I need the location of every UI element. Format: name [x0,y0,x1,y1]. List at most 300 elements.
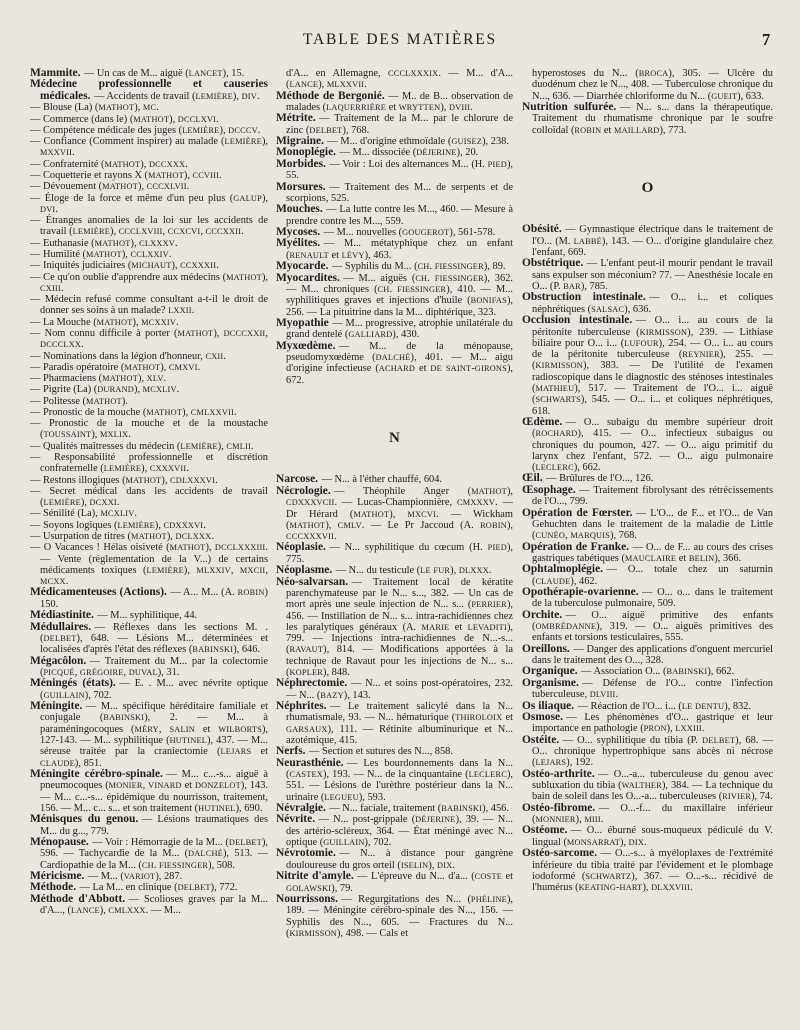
small-caps-text: CDLXXXVI [170,475,216,485]
entry-headword: Nécrologie. [276,484,331,497]
small-caps-text: KEATING [578,883,617,893]
small-caps-text: DÉJERINE [415,815,456,825]
index-entry [522,712,773,735]
entry-text: — La lutte contre les M..., 460. — Mesure à prendre contre les M..., 559. [286,204,513,227]
index-entry [276,238,513,261]
small-caps-text: CLXXXV [139,238,175,248]
small-caps-text: LEMIÈRE [72,227,111,237]
index-entry [522,825,773,848]
entry-headword: Mycoses. [276,226,321,239]
entry-text: — Commerce (dans le) (MATHOT), DCCLXVI. [30,113,219,125]
entry-text: — Pronostic de la mouche (MATHOT), CMLXXVII. [30,406,237,418]
entry-text: — Secret médical dans les accidents de travail (LEMIÈRE), DCXXI. [30,485,268,509]
small-caps-text: DCCCV [228,125,258,135]
small-caps-text: LABBÉ [573,236,602,246]
entry-headword: Ménisques du genou. [30,813,139,826]
small-caps-text: LEMIÈRE [146,565,184,575]
index-subentry [30,486,268,509]
entry-text: — Réflexes dans les sections M. . (DELBET), 648. — Lésions M... déterminées et localisées d'après l'état des réflexes (BABINSKI), 646. [40,621,268,656]
entry-headword: Osmose. [522,711,563,724]
small-caps-text: DCCCLXX [40,340,82,350]
index-entry [522,485,773,508]
small-caps-text: OMBRÉDANNE [535,622,597,632]
small-caps-text: LEMIÈRE [180,441,218,451]
small-caps-text: FIESSINGER [159,860,209,870]
index-entry [276,341,513,386]
entry-text: — O... subaigu du membre supérieur droit (ROCHARD), 415. — O... infectieux subaigus ou chroniques du poumon, 427. — O... aigu primitif du larynx chez l'enfant, 572. — O... aigu pulmonaire (LECLERC), 662. [532,416,773,474]
small-caps-text: CCCXXII [205,227,242,237]
entry-text: — N... faciale, traitement (BABINSKI), 456. [329,803,509,815]
small-caps-text: CCVIII [192,171,220,180]
index-entry [30,837,268,871]
entry-text: — M... syphilitique, 44. [97,610,198,622]
index-subentry [30,520,268,531]
small-caps-text: BELIN [688,553,715,563]
entry-text: — Un cas de M... aiguë (LANCET), 15. [83,68,245,79]
entry-headword: Œsophage. [522,483,576,496]
small-caps-text: MARIE [421,622,450,632]
entry-text: — M... aiguës (CH. FIESSINGER), 362. — M... chroniques (CH. FIESSINGER), 410. — M... syphilitiques graves et injections d'huile (BONIFAS), 256. — La pituitrine dans la M... diphtérique, 323. [286,272,513,318]
small-caps-text: BABINSKI [666,667,708,677]
entry-text: — O... totale chez un saturnin (CLAUDE), 462. [532,564,773,587]
small-caps-text: REYNIER [682,350,720,360]
small-caps-text: ROBIN [574,125,602,135]
small-caps-text: BABINSKI [441,804,483,814]
small-caps-text: CLAUDE [40,758,75,768]
index-entry [276,261,513,272]
index-subentry [30,418,268,441]
index-subentry [30,452,268,475]
small-caps-text: LANCET [188,69,223,78]
small-caps-text: MATHOT [169,543,206,553]
small-caps-text: DALCHÉ [188,849,223,859]
page-number: 7 [762,30,771,49]
entry-headword: Myocardites. [276,271,340,284]
entry-headword: Névrite. [276,813,316,826]
entry-headword: Ophtalmoplégie. [522,563,604,576]
small-caps-text: CCCLXVIII [118,227,163,237]
entry-headword: Occlusion intestinale. [522,314,633,327]
entry-text: — L'O... de F... et l'O... de Van Gehuchten dans le traitement de la maladie de Little (CUNÉO, MARQUIS), 768. [532,507,773,542]
small-caps-text: RENAULT [289,250,329,260]
small-caps-text: CLAUDE [535,576,571,586]
small-caps-text: MÉRY [134,724,159,734]
small-caps-text: DIX [437,860,453,870]
small-caps-text: WALTHER [621,781,662,791]
small-caps-text: MARQUIS [570,531,611,541]
entry-text: — La Mouche (MATHOT), MCXXIV. [30,316,179,328]
small-caps-text: LEMIÈRE [182,125,220,135]
small-caps-text: DUVAL [128,668,158,677]
entry-text: — Sénilité (La), MCXLIV. [30,508,138,520]
entry-headword: Myélites. [276,237,321,250]
entry-headword: Narcose. [276,473,319,486]
small-caps-text: DELBET [228,837,262,847]
small-caps-text: MATHOT [124,362,161,372]
entry-text: — Éloge de la force et même d'un peu plus (GALUP), DVI. [30,192,268,215]
entry-text: — Responsabilité professionnelle et discrétion confraternelle (LEMIÈRE), CXXXVII. [30,452,268,475]
index-entry [276,871,513,894]
entry-headword: Oreillons. [522,642,570,655]
small-caps-text: HUTINEL [198,803,236,813]
small-caps-text: LEVADITI [467,622,507,632]
entry-text: — Regurgitations des N... (PHÉLINE), 189. — Méningite cérébro-spinale des N..., 156. — Syphilis des N..., 605. — Fractures du N... (KIRMISSON), 498. — Cals et [286,893,513,939]
small-caps-text: CCCLXXXIX [388,69,439,78]
small-caps-text: DCXXI [89,498,117,508]
small-caps-text: MLXXIV [196,565,231,575]
small-caps-text: MCXX [40,577,66,587]
small-caps-text: MAUCLAIRE [624,553,677,563]
entry-text: — O... i... et coliques néphrétiques (SALSAC), 636. [532,292,773,315]
entry-text: — O... de F... au cours des crises gastriques tabétiques (MAUCLAIRE et BELIN), 366. [532,541,773,564]
entry-text: — M... métatyphique chez un enfant (RENAULT et LÉVY), 463. [286,238,513,261]
entry-text: — Voir : Loi des alternances M... (H. PIED), 55. [286,158,513,182]
small-caps-text: MICHAUT [131,261,172,271]
small-caps-text: LECLERC [468,770,507,780]
entry-headword: Névralgie. [276,802,326,815]
small-caps-text: MCXLIV [100,509,135,519]
index-entry [522,587,773,610]
entry-headword: Méningés (états). [30,677,116,690]
small-caps-text: XLV [146,374,164,384]
index-subentry [30,373,268,384]
small-caps-text: MATHOT [471,486,507,496]
entry-headword: Obésité. [522,223,562,236]
index-entry [276,701,513,746]
small-caps-text: LEMIÈRE [103,464,142,474]
entry-text: — Blouse (La) (MATHOT), MC. [30,102,159,114]
small-caps-text: MATHOT [86,396,122,406]
entry-headword: Médecine professionnelle et causeries médicales. [30,78,268,102]
entry-text: — Confiance (Comment inspirer) au malade (LEMIÈRE), MXXVII. [30,136,268,159]
small-caps-text: ACHARD [378,364,416,374]
section-letter: O [641,179,654,196]
small-caps-text: DLXXVIII [651,883,691,893]
entry-text: — Usurpation de titres (MATHOT), DCLXXX. [30,531,214,542]
index-entry [276,894,513,939]
small-caps-text: MATHOT [94,238,131,248]
small-caps-text: SAINT [445,364,472,374]
small-caps-text: CXXXVII [149,464,187,474]
entry-headword: Ostéite. [522,733,560,746]
small-caps-text: DLXXX [458,566,489,576]
small-caps-text: HUTINEL [169,736,208,745]
entry-text: — O... aiguë primitive des enfants (OMBRÉDANNE), 319. — O... aiguës primitives des enfants et torsions testiculaires, 555. [532,609,773,644]
small-caps-text: LEMIÈRE [117,520,155,530]
index-subentry [30,238,268,249]
entry-text: — Le traitement salicylé dans la N... rhumatismale, 93. — N... hématurique (THIROLOIX et GARSAUX), 111. — Rétinite albuminurique et N... azotémique, 415. [286,701,513,747]
entry-headword: Néphrites. [276,700,327,713]
index-subentry [30,475,268,486]
index-entry [30,701,268,769]
small-caps-text: KIRMISSON [289,928,337,938]
index-subentry [30,272,268,295]
index-entry [30,814,268,837]
small-caps-text: MATHOT [86,249,122,259]
small-caps-text: LXXII [168,306,192,316]
index-entry [276,565,513,576]
small-caps-text: GARSAUX [286,724,328,734]
entry-text: — Qualités maîtresses du médecin (LEMIÈRE), CMLII. [30,440,254,452]
small-caps-text: TOUSSAINT [43,430,92,440]
small-caps-text: MATHIEU [535,383,575,393]
index-entry [30,678,268,701]
index-entry [522,292,773,315]
entry-text: — Réaction de l'O... i... (LE DENTU), 832. [577,700,752,712]
entry-text: — N... syphilitique du cœcum (H. PIED), 775. [286,542,513,565]
index-entry [522,678,773,701]
entry-headword: Nutrition sulfurée. [522,100,617,113]
entry-headword: Migraine. [276,135,324,147]
entry-text: — L'épreuve du N... d'a... (COSTE et GOLAWSKI), 79. [286,871,513,894]
entry-headword: Nourrissons. [276,892,338,905]
entry-text: — Dévouement (MATHOT), CCCXLVII. [30,181,190,193]
small-caps-text: CCXXXII [180,261,217,271]
small-caps-text: BABINSKI [192,645,234,655]
entry-text: — E. . M... avec névrite optique (GUILLAIN), 702. [40,678,268,701]
small-caps-text: MATHOT [226,272,262,282]
small-caps-text: MATHOT [133,114,170,124]
entry-headword: Névrotomie. [276,847,336,860]
small-caps-text: LEMIÈRE [224,137,262,147]
index-entry [522,803,773,826]
index-entry [276,113,513,136]
entry-headword: Obstétrique. [522,257,584,270]
index-subentry [30,531,268,542]
entry-headword: Œdème. [522,415,563,428]
small-caps-text: MATHOT [289,520,326,530]
entry-text: — Pigrite (La) (DURAND), MCXLIV. [30,384,180,396]
index-subentry [30,351,268,362]
small-caps-text: CDXXXVI [163,520,204,530]
index-entry [276,577,513,679]
entry-text: — Syphilis du M... (CH. FIESSINGER), 89. [331,261,506,273]
index-entry [30,587,268,610]
index-entry [30,622,268,656]
small-caps-text: MATHOT [148,171,184,180]
entry-text: — O... i... au cours de la péritonite tuberculeuse (KIRMISSON), 239. — Lithiase biliaire pour O... i... (LUFOUR), 254. — O... i... au cours de la péritonite tuberculeuse (REYNIER), 255. — (KIRMISSON), 383. — De l'utilité de l'examen radioscopique dans le diagnostic des sténoses intestinales (MATHIEU), 517. — Traitement de l'O... i... aiguë (SCHWARTS), 545. — O... i... et coliques néphrétiques, 618. [532,315,773,417]
entry-text: — Pronostic de la mouche et de la moustache (TOUSSAINT), MXLIX. [30,418,268,441]
small-caps-text: DENTU [695,701,725,711]
entry-headword: Ostéo-sarcome. [522,847,598,860]
small-caps-text: COSTE [474,872,502,882]
entry-text: — Association O... (BABINSKI), 662. [581,666,735,678]
small-caps-text: DALCHÉ [375,353,411,363]
small-caps-text: DE [430,364,442,374]
entry-headword: Méthode d'Abbott. [30,892,126,905]
entry-text: — Gymnastique électrique dans le traitement de l'O... (M. LABBÉ), 143. — O... d'origine glandulaire chez l'enfant, 669. [532,224,773,259]
entry-headword: Monoplégie. [276,146,337,159]
small-caps-text: CMLV [337,520,362,530]
entry-headword: Néphrectomie. [276,677,348,690]
small-caps-text: DURAND [97,385,134,395]
entry-headword: Opération de Fœrster. [522,506,633,519]
small-caps-text: FIESSINGER [434,273,484,283]
entry-headword: Mouches. [276,203,323,216]
small-caps-text: MATHOT [353,509,390,519]
small-caps-text: BAZY [320,690,344,700]
entry-text: — Lésions traumatiques des M... du g..., 779. [40,814,268,837]
small-caps-text: CCLXXIV [130,249,169,259]
small-caps-text: DCCLXVI [177,114,217,124]
entry-headword: Ménopause. [30,835,89,848]
small-caps-text: FUR [433,566,451,576]
entry-text: — M... d'origine ethmoïdale (GUISEZ), 238. [327,136,509,147]
entry-text: — Traitement de la M... par le chlorure de zinc (DELBET), 768. [286,113,513,136]
index-entry [276,848,513,871]
entry-headword: Mégacôlon. [30,654,87,667]
entry-headword: Nerfs. [276,745,306,758]
entry-text: — Humilité (MATHOT), CCLXXIV. [30,248,172,260]
small-caps-text: MXCII [239,565,266,575]
index-entry [276,204,513,227]
small-caps-text: LEMIÈRE [195,91,233,101]
small-caps-text: MCXLIV [142,385,177,395]
entry-text: hyperostoses du N... (BROCA), 305. — Ulcère du duodénum chez le N..., 408. — Tuberculose chronique du N..., 636. — Diarrhée chloriforme du N... (GUEIT), 633. [532,68,773,102]
entry-headword: Organisme. [522,676,579,689]
entry-text: — Accidents de travail (LEMIÈRE), DIV. [93,90,260,102]
small-caps-text: CASTEX [289,770,323,780]
small-caps-text: CUNÉO [535,531,566,541]
small-caps-text: CCCXLVII [146,182,187,192]
index-subentry [30,441,268,452]
index-entry [522,848,773,893]
entry-headword: Organique. [522,665,578,678]
small-caps-text: CMLXXX [108,906,146,916]
index-entry [522,417,773,474]
entry-text: — O... syphilitique du tibia (P. DELBET), 68. — O... chronique hypertrophique sans abcès ni nécrose (LEJARS), 192. [532,734,773,769]
small-caps-text: WILBORTS [218,724,262,734]
index-subentry [30,114,268,125]
small-caps-text: LAQUERRIÈRE [326,103,387,112]
entry-text: — M.. de B... observation de malades (LAQUERRIÈRE et WRYTTEN), DVIII. [286,90,513,113]
entry-headword: Médicamenteuses (Actions). [30,586,167,599]
entry-text: — Nom connu difficile à porter (MATHOT), DCCCXXII, DCCCLXX. [30,327,268,351]
small-caps-text: GIRONS [474,364,507,374]
small-caps-text: LE [420,566,431,576]
entry-text: — Brûlures de l'O..., 126. [546,473,654,485]
index-entry [30,656,268,679]
entry-text: — M... dissociée (DÉJERINE), 20. [339,147,479,159]
entry-text: — Politesse (MATHOT). [30,395,128,407]
index-entry [30,610,268,621]
entry-headword: Néoplasie. [276,541,326,554]
entry-text: — M... de la ménopause, pseudomyxœdème (DALCHÉ), 401. — M... aigu d'origine infectieuse (ACHARD et DE SAINT-GIRONS), 672. [286,340,513,386]
small-caps-text: CDXXXVCII [286,498,335,508]
index-entry [276,758,513,803]
small-caps-text: MXCVI [407,509,437,519]
small-caps-text: CMLXXVII [190,407,234,417]
entry-text: — O... éburné sous-muqueux pédiculé du V. lingual (MONSARRAT), DIX. [532,825,773,848]
index-subentry [30,508,268,519]
entry-headword: Ostéo-fibrome. [522,801,596,814]
index-subentry [30,181,268,192]
index-entry [276,486,513,543]
index-subentry [30,317,268,328]
small-caps-text: ISELIN [400,860,429,870]
entry-text: — Traitement des M... de serpents et de scorpions, 525. [286,181,513,205]
small-caps-text: ROBIN [480,520,507,530]
entry-text: — Coquetterie et rayons X (MATHOT), CCVIII. [30,170,222,181]
small-caps-text: DONZELOT [194,781,241,791]
small-caps-text: BONIFAS [470,296,507,306]
small-caps-text: MATHOT [146,407,183,417]
entry-headword: Neurasthénie. [276,756,344,769]
index-entry [30,882,268,893]
small-caps-text: GALUP [233,193,262,203]
small-caps-text: DELBET [43,634,77,643]
index-column-2 [276,68,513,1022]
small-caps-text: CXII [205,351,224,361]
index-entry [522,315,773,417]
index-subentry [30,396,268,407]
small-caps-text: MONSARRAT [566,837,620,847]
index-subentry [30,170,268,181]
small-caps-text: KIRMISSON [639,327,688,337]
entry-headword: Méningite. [30,700,83,712]
small-caps-text: ROBIN [237,588,265,598]
entry-headword: Opothérapie-ovarienne. [522,585,639,598]
index-subentry [30,159,268,170]
entry-text: — Euthanasie (MATHOT), CLXXXV. [30,237,178,249]
index-entry [522,564,773,587]
index-entry [276,91,513,114]
small-caps-text: RIVIER [722,792,752,802]
entry-text: — O...-f... du maxillaire inférieur (MONNIER), MIII. [532,802,773,826]
small-caps-text: PICQUÉ [43,668,75,677]
small-caps-text: MONNIER [535,815,576,825]
index-entry-continued [522,68,773,102]
entry-text: — O...-a... tuberculeuse du genou avec subluxation du tibia (WALTHER), 384. — La technique du bain de soleil dans les O...-a... tuberculeuses (RIVIER), 74. [532,768,773,803]
small-caps-text: CMXVI [168,362,198,372]
entry-text: — Iniquités judiciaires (MICHAUT), CCXXXII. [30,260,219,272]
small-caps-text: SALIN [169,724,195,734]
small-caps-text: CCXCVI [167,227,201,237]
small-caps-text: WRYTTEN [398,103,441,112]
entry-text: — La M... en clinique (DELBET), 772. [79,882,238,894]
small-caps-text: CH [141,860,154,870]
entry-text: — A... M... (A. ROBIN) 150. [40,587,268,610]
entry-text: — Traitement fibrolysant des rétrécissements de l'O..., 799. [532,484,773,508]
entry-text: — Voir : Hémorragie de la M... (DELBET), 596. — Tachycardie de la M... (DALCHÉ), 513. — Cardiopathie de la M... (CH. FIESSINGER), 508. [40,836,268,871]
entry-headword: Mammite. [30,68,81,79]
small-caps-text: KIRMISSON [535,361,583,371]
small-caps-text: LEMIÈRE [43,498,81,508]
small-caps-text: PIED [487,159,507,169]
entry-headword: Méthode. [30,881,77,894]
entry-text: — Médecin refusé comme consultant a-t-il le droit de donner ses soins à un malade? LXXII. [30,294,268,317]
entry-headword: Métrite. [276,112,316,125]
index-entry [30,769,268,814]
small-caps-text: ROCHARD [535,429,578,439]
entry-text: — M... nouvelles (GOUGEROT), 561-578. [323,227,496,239]
running-title: TABLE DES MATIÈRES [303,31,497,48]
entry-text: — Confraternité (MATHOT), DCCXXX. [30,158,188,170]
entry-text: — Scolioses graves par la M... d'A..., (LANCE), CMLXXX. — M... [40,893,268,917]
entry-headword: Myocarde. [276,260,329,273]
small-caps-text: GUISEZ [451,137,483,146]
entry-text: — Soyons logiques (LEMIÈRE), CDXXXVI. [30,519,206,531]
entry-headword: Méricisme. [30,869,85,882]
small-caps-text: MATHOT [98,103,135,113]
small-caps-text: MATHOT [125,475,162,485]
entry-headword: Ostéo-arthrite. [522,767,595,780]
entry-text: — M... progressive, atrophie unilatérale du grand dentelé (GALLIARD), 430. [286,317,513,341]
entry-text: — Ce qu'on oublie d'apprendre aux médecins (MATHOT), CXIII. [30,271,268,294]
small-caps-text: SCHWARTS [535,395,581,405]
index-subentry [30,125,268,136]
small-caps-text: GOUGEROT [402,228,450,238]
